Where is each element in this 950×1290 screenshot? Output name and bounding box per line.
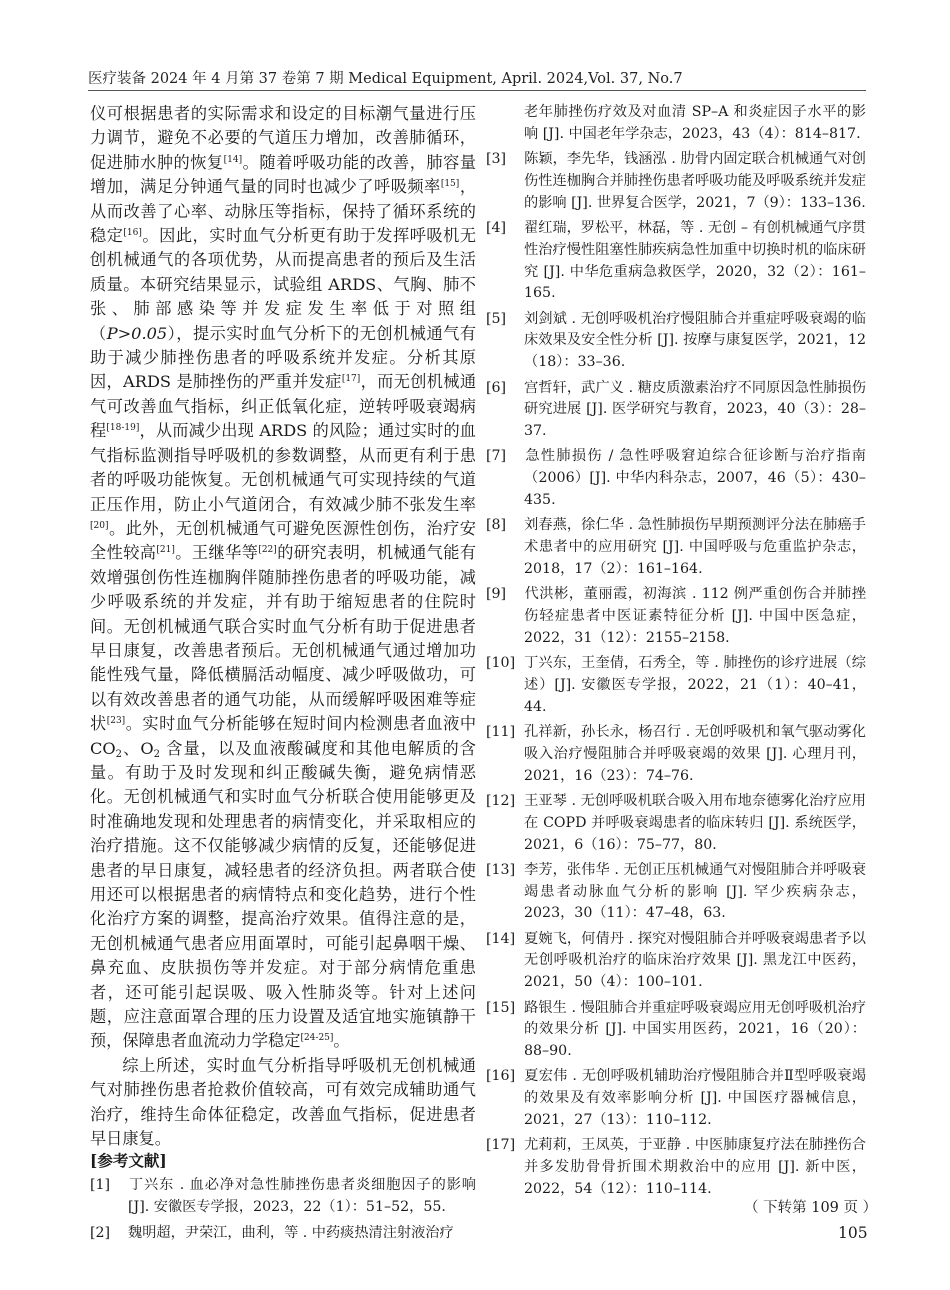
citation: [18-19] xyxy=(106,423,140,434)
left-column xyxy=(90,102,476,1248)
reference-item: [1] 丁兴东 . 血必净对急性肺挫伤患者炎细胞因子的影响 [J]. 安徽医专学报，2023，22（1）：51–52，55. xyxy=(90,1177,476,1216)
reference-item: [8] 刘春燕，徐仁华 . 急性肺损伤早期预测评分法在肺癌手术患者中的应用研究 [J]. 中国呼吸与危重监护杂志，2018，17（2）：161–164. xyxy=(486,517,866,577)
reference-item: [15] 路银生 . 慢阻肺合并重症呼吸衰竭应用无创呼吸机治疗的效果分析 [J]. 中国实用医药，2021，16（20）：88–90. xyxy=(486,999,866,1060)
reference-item: [9] 代洪彬，董丽霞，初海滨 . 112 例严重创伤合并肺挫伤轻症患者中医证素特征分析 [J]. 中国中医急症，2022，31（12）：2155–2158. xyxy=(486,586,866,646)
reference-item: [3] 陈颖，李先华，钱涵泓 . 肋骨内固定联合机械通气对创伤性连枷胸合并肺挫伤患者呼吸功能及呼吸系统并发症的影响 [J]. 世界复合医学，2021，7（9）：133–136. xyxy=(486,151,866,211)
citation: [23] xyxy=(106,716,126,727)
reference-item: [14] 夏婉飞，何倩丹 . 探究对慢阻肺合并呼吸衰竭患者予以无创呼吸机治疗的临床治疗效果 [J]. 黑龙江中医药，2021，50（4）：100–101. xyxy=(486,930,866,991)
citation: [22] xyxy=(258,545,277,556)
body-paragraph-2: 综上所述，实时血气分析指导呼吸机无创机械通气对肺挫伤患者抢救价值较高，可有效完成辅助通气治疗，维持生命体征稳定，改善血气指标，促进患者早日康复。 xyxy=(90,1055,476,1149)
body-paragraph-1: 仪可根据患者的实际需求和设定的目标潮气量进行压力调节，避免不必要的气道压力增加，改善肺循环，促进肺水肿的恢复[14]。随着呼吸功能的改善，肺容量增加，满足分钟通气量的同时也减少了呼吸频率[15]，从而改善了心率、动脉压等指标，保持了循环系统的稳定[16]。因此，实时血气分析更有助于发挥呼吸机无创机械通气的各项优势，从而提高患者的预后及生活质量。本研究结果显示，试验组 ARDS、气胸、肺不张、肺部感染等并发症发生率低于对照组（P>0.05），提示实时血气分析下的无创机械通气有助于减少肺挫伤患者的呼吸系统并发症。分析其原因，ARDS 是肺挫伤的严重并发症[17]，而无创机械通气可改善血气指标，纠正低氧化症，逆转呼吸衰竭病程[18-19]，从而减少出现 ARDS 的风险；通过实时的血气指标监测指导呼吸机的参数调整，从而更有利于患者的呼吸功能恢复。无创机械通气可实现持续的气道正压作用，防止小气道闭合，有效减少肺不张发生率[20]。此外，无创机械通气可避免医源性创伤，治疗安全性较高[21]。王继华等[22]的研究表明，机械通气能有效增强创伤性连枷胸伴随肺挫伤患者的呼吸功能，减少呼吸系统的并发症，并有助于缩短患者的住院时间。无创机械通气联合实时血气分析有助于促进患者早日康复，改善患者预后。无创机械通气通过增加功能性残气量，降低横膈活动幅度、减少呼吸做功，可以有效改善患者的通气功能，从而缓解呼吸困难等症状[23]。实时血气分析能够在短时间内检测患者血液中 $CO_2$、$O_2$ 含量，以及血液酸碱度和其他电解质的含量。有助于及时发现和纠正酸碱失衡，避免病情恶化。无创机械通气和实时血气分析联合使用能够更及时准确地发现和处理患者的病情变化，并采取相应的治疗措施。这不仅能够减少病情的反复，还能够促进患者的早日康复，减轻患者的经济负担。两者联合使用还可以根据患者的病情特点和变化趋势，进行个性化治疗方案的调整，提高治疗效果。值得注意的是，无创机械通气患者应用面罩时，可能引起鼻咽干燥、鼻充血、皮肤损伤等并发症。对于部分病情危重患者，还可能引起误吸、吸入性肺炎等。针对上述问题，应注意面罩合理的压力设置及适宜地实施镇静干预，保障患者血流动力学稳定[24-25]。 xyxy=(90,104,477,1051)
references-heading: [参考文献] xyxy=(90,1151,167,1171)
reference-continuation: 老年肺挫伤疗效及对血清 SP–A 和炎症因子水平的影响 [J]. 中国老年学杂志，2023，43（4）：814–817. xyxy=(524,104,866,142)
reference-item: [7] 急性肺损伤 / 急性呼吸窘迫综合征诊断与治疗指南（2006）[J]. 中华内科杂志，2007，46（5）：430–435. xyxy=(486,448,866,509)
reference-item: [5] 刘剑斌 . 无创呼吸机治疗慢阻肺合并重症呼吸衰竭的临床效果及安全性分析 [J]. 按摩与康复医学，2021，12（18）：33–36. xyxy=(486,310,866,371)
reference-item: [16] 夏宏伟 . 无创呼吸机辅助治疗慢阻肺合并Ⅱ型呼吸衰竭的效果及有效率影响分析 [J]. 中国医疗器械信息，2021，27（13）：110–112. xyxy=(486,1068,866,1129)
reference-item: [4] 翟红瑞，罗松平，林磊，等 . 无创 – 有创机械通气序贯性治疗慢性阻塞性肺疾病急性加重中切换时机的临床研究 [J]. 中华危重病急救医学，2020，32（2）：161–165. xyxy=(486,219,866,302)
citation: [16] xyxy=(123,228,142,239)
citation: [20] xyxy=(90,520,109,531)
citation: [24-25] xyxy=(300,1033,334,1044)
p-value: P>0.05 xyxy=(106,323,168,343)
reference-list-right xyxy=(486,102,866,1201)
reference-item: [10] 丁兴东，王奎倩，石秀全，等 . 肺挫伤的诊疗进展（综述）[J]. 安徽医专学报，2022，21（1）：40–41，44. xyxy=(486,655,866,715)
reference-item: [2] 魏明超，尹荣江，曲利，等 . 中药痰热清注射液治疗 xyxy=(90,1224,454,1241)
continued-note: （ 下转第 109 页 ） xyxy=(744,1200,878,1216)
reference-item: [17] 尤莉莉，王凤英，于亚静 . 中医肺康复疗法在肺挫伤合并多发肋骨骨折围术期救治中的应用 [J]. 新中医，2022，54（12）：110–114. xyxy=(486,1137,866,1197)
right-column xyxy=(486,102,866,1204)
citation: [21] xyxy=(156,545,175,556)
reference-item: [11] 孔祥新，孙长永，杨召行 . 无创呼吸机和氧气驱动雾化吸入治疗慢阻肺合并呼吸衰竭的效果 [J]. 心理月刊，2021，16（23）：74–76. xyxy=(486,724,866,784)
citation: [15] xyxy=(440,179,460,190)
reference-list-left xyxy=(90,1175,476,1244)
reference-item: [12] 王亚琴 . 无创呼吸机联合吸入用布地奈德雾化治疗应用在 COPD 并呼吸衰竭患者的临床转归 [J]. 系统医学，2021，6（16）：75–77，80. xyxy=(486,792,866,853)
citation: [14] xyxy=(223,154,243,165)
page-number: 105 xyxy=(838,1224,868,1242)
header-rule xyxy=(88,90,866,91)
citation: [17] xyxy=(341,374,361,385)
reference-item: [13] 李芳，张伟华 . 无创正压机械通气对慢阻肺合并呼吸衰竭患者动脉血气分析的影响 [J]. 罕少疾病杂志，2023，30（11）：47–48，63. xyxy=(486,861,866,922)
reference-item: [6] 宫哲轩，武广义 . 糖皮质激素治疗不同原因急性肺损伤研究进展 [J]. 医学研究与教育，2023，40（3）：28–37. xyxy=(486,379,866,440)
running-header: 医疗装备 2024 年 4 月第 37 卷第 7 期 Medical Equipment, April. 2024,Vol. 37, No.7 xyxy=(88,71,683,87)
